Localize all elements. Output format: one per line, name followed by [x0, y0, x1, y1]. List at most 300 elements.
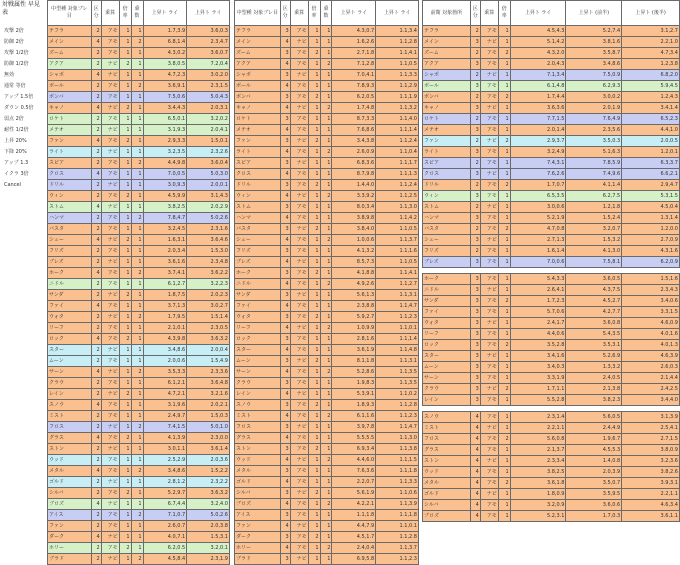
- table-cell: 5.2,7.4: [566, 26, 622, 37]
- column-header: 中型種 対象ブレ目: [48, 1, 92, 26]
- table-cell: シルバ: [423, 500, 471, 511]
- table-cell: フロス: [423, 434, 471, 445]
- table-cell: 1: [320, 158, 332, 169]
- table-cell: 4: [91, 202, 101, 213]
- table-cell: スノウ: [235, 400, 281, 411]
- table-row: [423, 136, 680, 147]
- table-cell: 1.1,4.8: [376, 345, 419, 356]
- column-header: 倍率: [308, 1, 320, 26]
- table-cell: 2.0,3.6: [187, 455, 230, 466]
- legend-item: 耐性 1/2倍: [4, 127, 29, 133]
- table-cell: 2: [308, 312, 320, 323]
- table-cell: 1: [498, 235, 510, 246]
- table-cell: 4: [470, 500, 480, 511]
- table-cell: 4: [280, 345, 290, 356]
- table-cell: ライト: [423, 147, 471, 158]
- table-row: [48, 81, 230, 92]
- table-row: [423, 26, 680, 37]
- table-cell: アモ: [101, 279, 119, 290]
- table-cell: 1.1,1.8: [332, 510, 376, 521]
- table-cell: 1: [119, 180, 131, 191]
- table-cell: 2: [131, 268, 143, 279]
- table-cell: アモ: [480, 395, 498, 406]
- table-cell: ナビ: [290, 257, 308, 268]
- table-cell: 2: [470, 158, 480, 169]
- table-row: [423, 37, 680, 48]
- table-cell: 1.2,1.8: [566, 202, 622, 213]
- table-cell: 1: [498, 202, 510, 213]
- table-cell: アモ: [290, 411, 308, 422]
- table-cell: 3.0,0.6: [510, 202, 566, 213]
- table-cell: 3: [280, 466, 290, 477]
- table-cell: 2: [131, 422, 143, 433]
- table-cell: シャボ: [423, 70, 471, 81]
- table-row: [48, 543, 230, 554]
- table-cell: アモ: [290, 48, 308, 59]
- table-cell: 7.5,0.6: [143, 92, 187, 103]
- table-cell: 3.6,3.6: [510, 103, 566, 114]
- table-cell: ナビ: [480, 384, 498, 395]
- table-cell: 1: [320, 290, 332, 301]
- table-cell: アモ: [290, 433, 308, 444]
- table-cell: 1: [131, 257, 143, 268]
- table-cell: 4: [91, 499, 101, 510]
- table-cell: 1: [131, 301, 143, 312]
- table-cell: 3.6,0.5: [566, 274, 622, 285]
- table-cell: 2.3,1.6: [187, 224, 230, 235]
- table-cell: アモ: [290, 378, 308, 389]
- table-cell: 1.1,1.8: [376, 510, 419, 521]
- table-cell: 1: [320, 466, 332, 477]
- table-cell: 1: [498, 511, 510, 522]
- table-cell: 5.9,2.7: [332, 312, 376, 323]
- table-cell: 1: [119, 125, 131, 136]
- table-cell: 3.0,2.7: [187, 301, 230, 312]
- table-cell: アモ: [290, 499, 308, 510]
- table-cell: アモ: [480, 191, 498, 202]
- table-cell: 3: [280, 290, 290, 301]
- table-cell: 3: [280, 510, 290, 521]
- table-cell: アクア: [48, 59, 92, 70]
- table-cell: 2: [91, 213, 101, 224]
- legend-item: イクラ 3倍: [4, 171, 29, 177]
- table-cell: 1: [119, 26, 131, 37]
- table-row: [235, 213, 419, 224]
- table-cell: 1.7,0.3: [566, 511, 622, 522]
- table-cell: 3: [280, 444, 290, 455]
- table-cell: 2.8,1.6: [332, 334, 376, 345]
- legend-item: Cancel: [4, 182, 21, 188]
- table-cell: 2: [498, 478, 510, 489]
- table-cell: 3: [470, 37, 480, 48]
- table-cell: 3.2,0.7: [566, 224, 622, 235]
- table-cell: 2: [91, 356, 101, 367]
- table-cell: 1.1,2.3: [376, 312, 419, 323]
- table-cell: ウォタ: [48, 312, 92, 323]
- table-row: [423, 213, 680, 224]
- table-cell: 1: [119, 301, 131, 312]
- table-cell: ウィン: [235, 191, 281, 202]
- legend-item: アップ 1.5倍: [4, 94, 34, 100]
- table-cell: 2.1,3.7: [510, 445, 566, 456]
- table-cell: 1: [498, 285, 510, 296]
- table-row: [48, 37, 230, 48]
- table-cell: ミスト: [48, 411, 92, 422]
- table-cell: 1: [119, 158, 131, 169]
- table-cell: 6.9,3.4: [332, 444, 376, 455]
- table-cell: アモ: [101, 158, 119, 169]
- table-cell: 1: [308, 257, 320, 268]
- table-cell: 1: [131, 400, 143, 411]
- table-cell: アモ: [480, 125, 498, 136]
- table-row: [423, 114, 680, 125]
- table-cell: 1.1,0.4: [376, 147, 419, 158]
- table-cell: 1: [131, 334, 143, 345]
- table-cell: 1: [131, 279, 143, 290]
- table-cell: ナビ: [290, 422, 308, 433]
- table-cell: 1.1,1.3: [376, 169, 419, 180]
- table-cell: 1.1,4.0: [376, 114, 419, 125]
- table-row: [235, 70, 419, 81]
- table-cell: 2.1,0.1: [143, 323, 187, 334]
- table-cell: 3.0,1.1: [143, 444, 187, 455]
- table-row: [48, 169, 230, 180]
- column-header: 上昇ト (後半): [622, 1, 680, 26]
- table-cell: 5.7,0.6: [510, 307, 566, 318]
- table-cell: スター: [48, 345, 92, 356]
- table-cell: 1.1,1.6: [376, 246, 419, 257]
- table-cell: 1.2,0.0: [622, 224, 680, 235]
- table-row: [423, 274, 680, 285]
- table-cell: メイン: [235, 37, 281, 48]
- column-header: 上昇ト ライ: [143, 1, 187, 26]
- table-cell: 4: [280, 455, 290, 466]
- table-cell: 7.6,3.6: [332, 466, 376, 477]
- table-cell: 3: [470, 235, 480, 246]
- table-cell: 4.7,2.3: [143, 70, 187, 81]
- table-cell: メテオ: [423, 125, 471, 136]
- table-cell: シャボ: [48, 70, 92, 81]
- table-cell: 2: [91, 378, 101, 389]
- table-row: [235, 466, 419, 477]
- table-cell: 3.2,3.6: [622, 456, 680, 467]
- table-cell: サンダ: [235, 290, 281, 301]
- table-cell: スター: [235, 345, 281, 356]
- table-cell: ナビ: [290, 323, 308, 334]
- table-cell: アイス: [235, 510, 281, 521]
- table-cell: ナビ: [290, 488, 308, 499]
- table-cell: 2: [470, 114, 480, 125]
- table-cell: 1.1,2.8: [376, 400, 419, 411]
- table-row: [423, 246, 680, 257]
- table-cell: 3: [280, 202, 290, 213]
- table-cell: 1: [131, 521, 143, 532]
- table-row: [423, 257, 680, 268]
- table-row: [423, 456, 680, 467]
- table-cell: ブロズ: [423, 511, 471, 522]
- table-cell: 1.2,3.8: [622, 59, 680, 70]
- table-row: [423, 467, 680, 478]
- table-cell: 1: [119, 367, 131, 378]
- table-cell: 3.6,2.2: [187, 268, 230, 279]
- table-cell: ダーク: [48, 532, 92, 543]
- table-row: [48, 521, 230, 532]
- table-cell: 1.8,7.5: [143, 290, 187, 301]
- table-cell: 1.7,1.1: [510, 384, 566, 395]
- table-cell: 4.5,4.3: [510, 26, 566, 37]
- table-cell: 1: [498, 362, 510, 373]
- table-cell: 5.2,8.6: [332, 367, 376, 378]
- table-row: [48, 301, 230, 312]
- table-row: [235, 345, 419, 356]
- table-cell: 2: [498, 340, 510, 351]
- table-cell: 1.1,2.4: [376, 136, 419, 147]
- table-cell: 2.1,3.8: [566, 384, 622, 395]
- table-cell: フロス: [235, 422, 281, 433]
- table-cell: 2.0,1.4: [510, 125, 566, 136]
- table-cell: ハンマ: [48, 213, 92, 224]
- table-cell: ロック: [48, 334, 92, 345]
- table-cell: アモ: [480, 500, 498, 511]
- table-cell: 1: [498, 423, 510, 434]
- table-cell: 1: [131, 180, 143, 191]
- table-cell: アモ: [101, 411, 119, 422]
- table-cell: 1: [498, 373, 510, 384]
- table-cell: 2: [308, 356, 320, 367]
- table-cell: 1: [131, 103, 143, 114]
- table-cell: アモ: [480, 59, 498, 70]
- table-cell: 7.4,3.1: [510, 158, 566, 169]
- table-cell: ファイ: [235, 301, 281, 312]
- table-cell: 3.6,1.8: [510, 478, 566, 489]
- table-cell: ナビ: [480, 235, 498, 246]
- type-table: [47, 0, 230, 565]
- legend-item: 防御 2倍: [4, 39, 24, 45]
- table-cell: アモ: [480, 26, 498, 37]
- table-cell: 5.2,6.9: [566, 351, 622, 362]
- table-cell: 1: [308, 125, 320, 136]
- table-cell: 6.9,5.8: [332, 554, 376, 565]
- table-cell: 2: [91, 114, 101, 125]
- table-row: [423, 180, 680, 191]
- table-cell: テフラ: [235, 26, 281, 37]
- table-cell: 1: [119, 455, 131, 466]
- table-row: [423, 511, 680, 522]
- table-cell: ロケト: [423, 114, 471, 125]
- table-cell: ダーク: [235, 532, 281, 543]
- table-cell: 4: [280, 433, 290, 444]
- table-cell: アモ: [101, 37, 119, 48]
- table-cell: 2: [320, 279, 332, 290]
- table-cell: サーン: [48, 367, 92, 378]
- table-cell: 1: [320, 488, 332, 499]
- table-cell: 6.8,1.4: [143, 37, 187, 48]
- table-cell: 4: [91, 466, 101, 477]
- table-cell: 1: [131, 191, 143, 202]
- table-row: [235, 158, 419, 169]
- table-cell: アモ: [480, 274, 498, 285]
- table-cell: ファイ: [423, 307, 471, 318]
- table-cell: 2.4,1.7: [510, 318, 566, 329]
- table-cell: 3: [470, 384, 480, 395]
- table-cell: 2: [320, 103, 332, 114]
- table-cell: 3: [280, 48, 290, 59]
- table-cell: 1.5,2.2: [187, 466, 230, 477]
- table-row: [423, 362, 680, 373]
- table-cell: 1.6,3.1: [143, 235, 187, 246]
- table-row: [235, 444, 419, 455]
- table-cell: 1: [498, 59, 510, 70]
- table-cell: 1.6,1.4: [510, 246, 566, 257]
- table-cell: 3: [470, 59, 480, 70]
- table-cell: 4: [91, 367, 101, 378]
- table-cell: 2: [119, 334, 131, 345]
- table-cell: 1: [320, 532, 332, 543]
- table-cell: ナビ: [290, 70, 308, 81]
- table-cell: 1: [119, 422, 131, 433]
- table-cell: 3.8,9.8: [332, 213, 376, 224]
- table-row: [423, 395, 680, 406]
- table-cell: アモ: [290, 477, 308, 488]
- table-cell: 3.4,0.3: [510, 362, 566, 373]
- table-cell: 1.1,1.9: [376, 92, 419, 103]
- column-header: 乗数: [131, 1, 143, 26]
- table-cell: 7.0,4.1: [332, 70, 376, 81]
- table-cell: ナビ: [480, 489, 498, 500]
- table-cell: ストン: [423, 456, 471, 467]
- table-cell: 6.1,4.8: [510, 81, 566, 92]
- table-row: [235, 554, 419, 565]
- table-cell: 6.2,0.5: [143, 543, 187, 554]
- table-cell: 2: [91, 48, 101, 59]
- table-cell: アモ: [480, 362, 498, 373]
- table-cell: 6.5,3.5: [510, 191, 566, 202]
- table-cell: シュー: [423, 235, 471, 246]
- table-cell: 2: [91, 444, 101, 455]
- table-cell: 2.3,1.9: [187, 554, 230, 565]
- table-cell: 6.8,2.0: [622, 70, 680, 81]
- table-cell: 2.4,0.4: [332, 543, 376, 554]
- table-cell: スノウ: [48, 400, 92, 411]
- table-cell: 3: [470, 285, 480, 296]
- table-row: [48, 202, 230, 213]
- table-cell: 1: [320, 114, 332, 125]
- table-row: [48, 312, 230, 323]
- table-cell: 5.5,2.8: [510, 395, 566, 406]
- table-cell: 5.0,1.0: [187, 422, 230, 433]
- table-cell: アモ: [101, 510, 119, 521]
- table-row: [423, 59, 680, 70]
- table-cell: 2: [119, 235, 131, 246]
- table-cell: 2: [91, 389, 101, 400]
- table-cell: 1.1,3.5: [376, 367, 419, 378]
- table-row: [48, 345, 230, 356]
- table-cell: 3.7,1.3: [143, 301, 187, 312]
- table-cell: 2: [470, 26, 480, 37]
- table-cell: 2: [498, 92, 510, 103]
- table-cell: 2: [470, 180, 480, 191]
- table-cell: ブレズ: [235, 257, 281, 268]
- table-cell: 1.1,3.3: [376, 70, 419, 81]
- table-cell: 2.3,2.6: [187, 147, 230, 158]
- table-cell: 1: [498, 147, 510, 158]
- table-cell: 1: [498, 81, 510, 92]
- table-cell: 1.2,0.1: [622, 147, 680, 158]
- table-cell: 2: [308, 48, 320, 59]
- column-header: 乗算: [290, 1, 308, 26]
- table-cell: 2: [91, 422, 101, 433]
- table-cell: ゴルド: [235, 477, 281, 488]
- table-cell: レイン: [48, 389, 92, 400]
- table-cell: 1.1,2.9: [376, 81, 419, 92]
- table-cell: 4: [91, 70, 101, 81]
- table-row: [48, 268, 230, 279]
- table-cell: 3: [470, 257, 480, 268]
- table-cell: 2: [308, 532, 320, 543]
- table-header-row: [48, 1, 230, 26]
- table-cell: 2: [131, 466, 143, 477]
- table-row: [235, 488, 419, 499]
- table-cell: 3.2,0.9: [510, 500, 566, 511]
- table-cell: 3.0,9.3: [143, 180, 187, 191]
- table-cell: ロケト: [235, 114, 281, 125]
- table-cell: 2: [91, 345, 101, 356]
- table-cell: 3.5,0.3: [566, 136, 622, 147]
- table-cell: 1: [119, 378, 131, 389]
- table-cell: アモ: [101, 136, 119, 147]
- table-cell: ナビ: [290, 554, 308, 565]
- table-cell: 2.0,0.6: [143, 356, 187, 367]
- table-cell: 2.3,0.0: [187, 433, 230, 444]
- table-cell: アモ: [290, 180, 308, 191]
- table-cell: アモ: [290, 202, 308, 213]
- table-cell: 1.1,2.3: [376, 411, 419, 422]
- table-cell: ニドル: [235, 279, 281, 290]
- table-cell: 1: [498, 26, 510, 37]
- table-cell: アモ: [480, 296, 498, 307]
- table-cell: 3.2,2.3: [187, 279, 230, 290]
- table-cell: アモ: [101, 246, 119, 257]
- table-cell: 4.1,3.2: [332, 246, 376, 257]
- table-cell: ナビ: [290, 455, 308, 466]
- table-cell: 1: [320, 444, 332, 455]
- table-cell: 1: [498, 329, 510, 340]
- table-cell: 3.8,2.6: [622, 467, 680, 478]
- table-cell: 4: [91, 235, 101, 246]
- table-cell: 1: [131, 444, 143, 455]
- table-cell: 2.3,0.5: [187, 323, 230, 334]
- table-cell: ドリル: [423, 180, 471, 191]
- table-cell: 7.1,0.7: [143, 510, 187, 521]
- table-cell: アモ: [290, 147, 308, 158]
- table-cell: 1: [308, 345, 320, 356]
- table-cell: スピア: [423, 158, 471, 169]
- table-cell: 1.3,1.4: [622, 213, 680, 224]
- table-cell: 1.1,4.7: [376, 422, 419, 433]
- table-cell: ナビ: [101, 103, 119, 114]
- table-cell: 7.1,3.4: [510, 70, 566, 81]
- table-cell: アモ: [480, 81, 498, 92]
- table-cell: 1: [498, 445, 510, 456]
- type-table: [422, 0, 680, 522]
- table-cell: 3.6,0.4: [187, 158, 230, 169]
- table-cell: ブレズ: [423, 257, 471, 268]
- table-row: [235, 532, 419, 543]
- table-row: [235, 92, 419, 103]
- table-cell: 2: [119, 290, 131, 301]
- table-cell: 4.5,2.7: [566, 296, 622, 307]
- table-cell: 2: [470, 48, 480, 59]
